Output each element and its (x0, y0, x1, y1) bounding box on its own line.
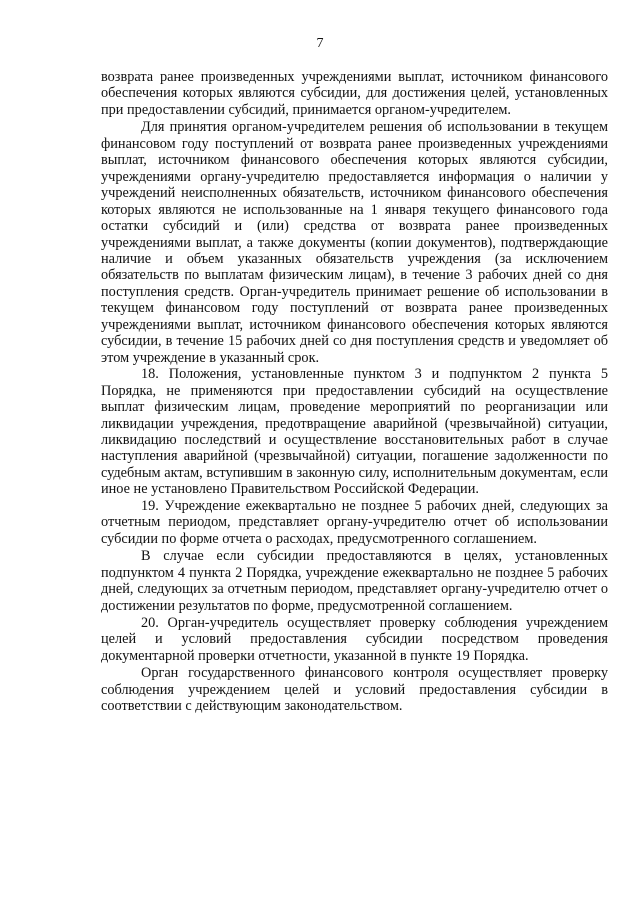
paragraph-decision-info: Для принятия органом-учредителем решения об использовании в текущем финансовом году поступлений от возврата ранее произведенных учреждениями выплат, источником финансового обеспечения которых являются субсидии, учреждениями органу-учредителю предоставляется информация о наличии у учреждений неисполненных обязательств, источником финансового обеспечения которых являются не использованные на 1 января текущего финансового года остатки субсидий и (или) средства от возврата ранее произведенных учреждениями выплат, а также документы (копии документов), подтверждающие наличие и объем указанных обязательств учреждения (за исключением обязательств по выплатам физическим лицам), в течение 3 рабочих дней со дня поступления средств. Орган-учредитель принимает решение об использовании в текущем финансовом году поступлений от возврата ранее произведенных учреждениями выплат, источником финансового обеспечения которых являются субсидии, в течение 15 рабочих дней со дня поступления средств и уведомляет об этом учреждение в указанный срок. (101, 119, 608, 366)
paragraph-continuation: возврата ранее произведенных учреждениями выплат, источником финансового обеспечения которых являются субсидии, для достижения целей, установленных при предоставлении субсидий, принимается органом-учредителем. (101, 69, 608, 118)
paragraph-item-19: 19. Учреждение ежеквартально не позднее 5 рабочих дней, следующих за отчетным периодом, представляет органу-учредителю отчет об использовании субсидии по форме отчета о расходах, предусмотренного соглашением. (101, 497, 608, 547)
paragraph-item-18: 18. Положения, установленные пунктом 3 и подпунктом 2 пункта 5 Порядка, не применяются при предоставлении субсидий на осуществление выплат физическим лицам, проведение мероприятий по реорганизации или ликвидации учреждения, предотвращение аварийной (чрезвычайной) ситуации, ликвидацию последствий и осуществление восстановительных работ в случае наступления аварийной (чрезвычайной) ситуации, погашение задолженности по судебным актам, вступившим в законную силу, исполнительным документам, если иное не установлено Правительством Российской Федерации. (101, 366, 608, 498)
document-body (101, 69, 608, 715)
paragraph-results-report: В случае если субсидии предоставляются в целях, установленных подпунктом 4 пункта 2 Порядка, учреждение ежеквартально не позднее 5 рабочих дней, следующих за отчетным периодом, представляет органу-учредителю отчет о достижении результатов по форме, предусмотренной соглашением. (101, 548, 608, 614)
paragraph-financial-control: Орган государственного финансового контроля осуществляет проверку соблюдения учреждением целей и условий предоставления субсидии в соответствии с действующим законодательством. (101, 665, 608, 715)
page-number: 7 (316, 36, 324, 51)
paragraph-item-20: 20. Орган-учредитель осуществляет проверку соблюдения учреждением целей и условий предоставления субсидии посредством проведения документарной проверки отчетности, указанной в пункте 19 Порядка. (101, 614, 608, 664)
